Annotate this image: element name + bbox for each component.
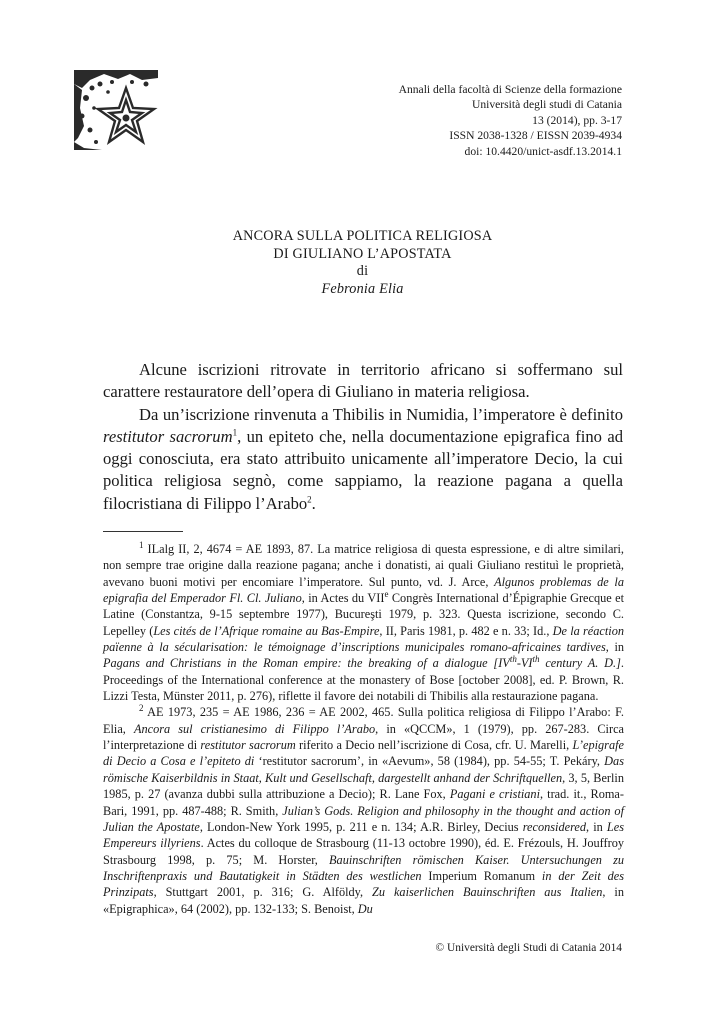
text-span: . Actes du colloque de Strasbourg (11-13 octobre 1990), éd. E. Frézouls, H. Jouffroy Strasbourg 1998, p. 75; M. Horster, bbox=[103, 836, 624, 867]
footnotes bbox=[103, 541, 624, 917]
body-text bbox=[103, 359, 623, 515]
text-span: ‘restitutor sacrorum’, in «Aevum», 58 (1984), pp. 54-55; T. Pekáry, bbox=[254, 754, 605, 769]
italic-span: Pagani e cristiani bbox=[449, 787, 540, 802]
text-span: Congrès International d’Épigraphie Grecque et Latine (Constantza, 9-15 septembre 1977), Bucureşti 1979, p. 323. Questa iscrizione, secondo C. Lepelley ( bbox=[103, 591, 624, 638]
author-name: Febronia Elia bbox=[321, 280, 404, 297]
footnote-ref-1[interactable]: 1 bbox=[232, 427, 238, 438]
issn: ISSN 2038-1328 / EISSN 2039-4934 bbox=[449, 129, 622, 143]
footnote-divider bbox=[103, 531, 183, 532]
italic-span: reconsidered bbox=[522, 819, 587, 834]
text-span: . Proceedings of the International conference at the monastery of Bose [october 2008], ed. P. Brown, R. Lizzi Testa, Münster 2011, p. 276), riflette il favore dei notabili di Thibilis alla restaurazione pagana. bbox=[103, 656, 624, 704]
italic-span: century A. D.] bbox=[539, 656, 621, 671]
superscript: th bbox=[532, 654, 540, 665]
italic-span: Julian’s Gods. Religion and philosophy in the thought and action of Julian the Apostate bbox=[103, 803, 625, 834]
footnote-number: 2 bbox=[139, 703, 144, 714]
text-span: , in «QCCM», 1 (1979), pp. 267-283. Circa l’interpretazione di bbox=[103, 721, 624, 753]
italic-span: Pagans and Christians in the Roman empire: the breaking of a dialogue [IV bbox=[103, 656, 510, 671]
text-span: AE 1973, 235 = AE 1986, 236 = AE 2002, 465. Sulla politica religiosa di Filippo l’Arabo: F. Elia, bbox=[103, 705, 624, 736]
university-logo bbox=[72, 68, 160, 152]
text-span: . bbox=[311, 493, 316, 513]
text-span: , trad. it., Roma-Bari, 1991, pp. 487-488; R. Smith, bbox=[103, 787, 624, 818]
journal-name: Annali della facoltà di Scienze della formazione bbox=[398, 83, 622, 96]
text-span: Da un’iscrizione rinvenuta a Thibilis in Numidia, l’imperatore è definito bbox=[139, 404, 623, 424]
paragraph-2 bbox=[103, 404, 623, 515]
text-span: , in Actes du VII bbox=[301, 591, 385, 606]
text-span: , un epiteto che, nella documentazione epigrafica fino ad oggi conosciuta, era stato attribuito unicamente all’imperatore Decio, la cui politica religiosa segnò, come sappiamo, la reazione pagana a quella filocristiana di Filippo l’Arabo bbox=[103, 426, 623, 513]
text-span: , London-New York 1995, p. 211 e n. 134; A.R. Birley, Decius bbox=[199, 819, 523, 834]
title-block bbox=[0, 228, 725, 298]
italic-span: -VI bbox=[516, 656, 533, 671]
text-span: riferito a Decio nell’iscrizione di Cosa, cfr. U. Marelli, bbox=[295, 738, 573, 753]
text-span: , 3, 5, Berlin 1985, p. 27 (avanza dubbi sulla attribuzione a Decio); R. Lane Fox, bbox=[103, 770, 624, 802]
footnote-1 bbox=[103, 541, 624, 704]
text-span: , in bbox=[605, 640, 625, 655]
italic-span: Ancora sul cristianesimo di Filippo l’Arabo bbox=[133, 721, 376, 736]
italic-span: De la réaction païenne à la sécularisation: le témoignage d’inscriptions municipales romano-africaines tardives bbox=[103, 623, 624, 655]
italic-span: in der Zeit des Prinzipats bbox=[103, 868, 625, 900]
italic-span: Bauinschriften römischen Kaiser. Untersuchungen zu Inschriftenpraxis und Bautatigkeit in Städten des westlichen bbox=[103, 852, 625, 883]
italic-term: restitutor sacrorum bbox=[103, 426, 233, 446]
journal-header bbox=[399, 82, 622, 159]
superscript: e bbox=[384, 588, 389, 599]
footnote-ref-2[interactable]: 2 bbox=[307, 494, 312, 505]
copyright-footer: © Università degli Studi di Catania 2014 bbox=[435, 942, 622, 954]
italic-span: Algunos problemas de la epigrafia del Emperador Fl. Cl. Juliano bbox=[103, 574, 624, 606]
italic-span: Les cités de l’Afrique romaine au Bas-Empire bbox=[153, 623, 380, 638]
article-title-line1: ANCORA SULLA POLITICA RELIGIOSA bbox=[232, 228, 493, 244]
doi: doi: 10.4420/unict-asdf.13.2014.1 bbox=[464, 144, 622, 158]
paragraph-1: Alcune iscrizioni ritrovate in territorio africano si soffermano sul carattere restauratore dell’opera di Giuliano in materia religiosa. bbox=[103, 360, 623, 402]
italic-span: L’epigrafe di Decio a Cosa e l’epiteto di bbox=[103, 738, 624, 769]
author-prefix: di bbox=[356, 263, 369, 279]
text-span: ILalg II, 2, 4674 = AE 1893, 87. La matrice religiosa di questa espressione, e di altre similari, non sempre trae origine dalla reazione pagana; anche i donatisti, ai quali Giuliano restituì le proprietà, avevano buoni motivi per encomiare l’imperatore. Sul punto, vd. J. Arce, bbox=[103, 542, 624, 589]
superscript: th bbox=[509, 654, 517, 665]
volume-pages: 13 (2014), pp. 3-17 bbox=[532, 113, 622, 127]
text-span: , Stuttgart 2001, p. 316; G. Alföldy, bbox=[153, 885, 373, 900]
text-span: , in bbox=[586, 819, 607, 834]
text-span: Imperium Romanum bbox=[421, 868, 542, 883]
text-span: , in «Epigraphica», 64 (2002), pp. 132-133; S. Benoist, bbox=[103, 885, 624, 916]
italic-span: Les Empereurs illyriens bbox=[103, 819, 625, 851]
italic-span: Zu kaiserlichen Bauinschriften aus Italien bbox=[372, 885, 603, 900]
text-span: , II, Paris 1981, p. 482 e n. 33; Id., bbox=[379, 623, 553, 638]
article-title-line2: DI GIULIANO L’APOSTATA bbox=[273, 245, 452, 262]
italic-span: Du bbox=[357, 901, 373, 916]
footnote-number: 1 bbox=[139, 539, 144, 550]
university-name: Università degli studi di Catania bbox=[471, 98, 622, 112]
italic-span: Das römische Kaiserbildnis in Staat, Kult und Gesellschaft, dargestellt anhand der Schriftquellen bbox=[103, 754, 624, 785]
footnote-2 bbox=[103, 704, 624, 916]
italic-span: restitutor sacrorum bbox=[200, 738, 296, 753]
